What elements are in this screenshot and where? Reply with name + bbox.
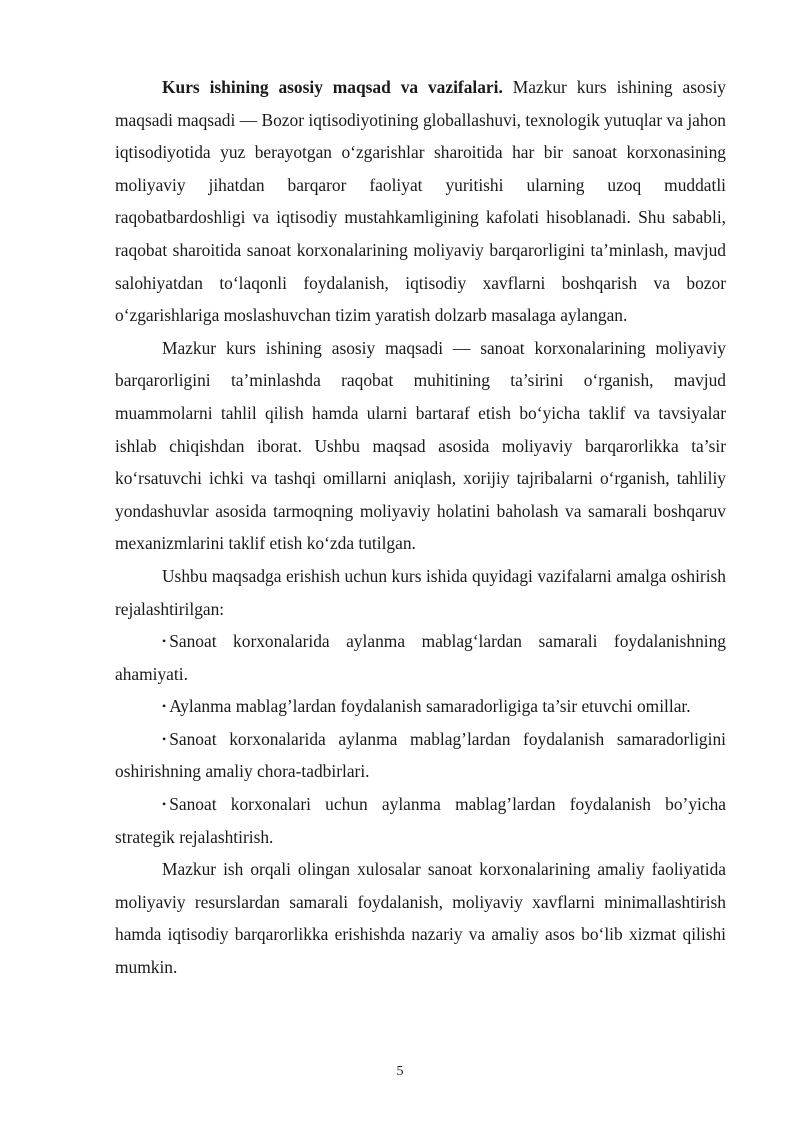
bullet-text: Sanoat korxonalarida aylanma mablag’lardan foydalanish samaradorligini oshirishning amaliy chora-tadbirlari. bbox=[115, 728, 726, 782]
section-heading: Kurs ishining asosiy maqsad va vazifalari. bbox=[162, 77, 503, 97]
bullet-item bbox=[115, 723, 726, 788]
bullet-text: Aylanma mablag’lardan foydalanish samaradorligiga ta’sir etuvchi omillar. bbox=[169, 696, 691, 717]
bullet-icon: • bbox=[162, 731, 167, 746]
bullet-icon: • bbox=[162, 699, 167, 714]
bullet-item bbox=[115, 788, 726, 853]
paragraph-goal: Mazkur kurs ishining asosiy maqsadi — sanoat korxonalarining moliyaviy barqarorligini ta’minlashda raqobat muhitining ta’sirini o‘rganish, mavjud muammolarni tahlil qilish hamda ularni bartaraf etish bo‘yicha taklif va tavsiyalar ishlab chiqishdan iborat. Ushbu maqsad asosida moliyaviy barqarorlikka ta’sir ko‘rsatuvchi ichki va tashqi omillarni aniqlash, xorijiy tajribalarni o‘rganish, tahliliy yondashuvlar asosida tarmoqning moliyaviy holatini baholash va samarali boshqaruv mexanizmlarini taklif etish ko‘zda tutilgan. bbox=[115, 337, 726, 554]
paragraph-conclusion: Mazkur ish orqali olingan xulosalar sanoat korxonalarining amaliy faoliyatida moliyaviy resurslardan samarali foydalanish, moliyaviy xavflarni minimallashtirish hamda iqtisodiy barqarorlikka erishishda nazariy va amaliy asos bo‘lib xizmat qilishi mumkin. bbox=[115, 859, 726, 978]
paragraph-tasks-intro: Ushbu maqsadga erishish uchun kurs ishida quyidagi vazifalarni amalga oshirish rejalashtirilgan: bbox=[115, 565, 726, 619]
document-page bbox=[115, 71, 726, 984]
bullet-icon: • bbox=[162, 797, 167, 812]
page-number: 5 bbox=[396, 1064, 404, 1079]
paragraph-intro bbox=[115, 71, 726, 332]
paragraph-intro-text: Mazkur kurs ishining asosiy maqsadi maqsadi — Bozor iqtisodiyotining globallashuvi, texnologik yutuqlar va jahon iqtisodiyotida yuz berayotgan o‘zgarishlar sharoitida har bir sanoat korxonasining moliyaviy jihatdan barqaror faoliyat yuritishi ularning uzoq muddatli raqobatbardoshligi va iqtisodiy mustahkamligining kafolati hisoblanadi. Shu sababli, raqobat sharoitida sanoat korxonalarining moliyaviy barqarorligini ta’minlash, mavjud salohiyatdan to‘laqonli foydalanish, iqtisodiy xavflarni boshqarish va bozor o‘zgarishlariga moslashuvchan tizim yaratish dolzarb masalaga aylangan. bbox=[115, 77, 726, 326]
bullet-text: Sanoat korxonalari uchun aylanma mablag’lardan foydalanish bo’yicha strategik rejalashtirish. bbox=[115, 794, 726, 847]
bullet-text: Sanoat korxonalarida aylanma mablag‘lardan samarali foydalanishning ahamiyati. bbox=[115, 631, 726, 684]
bullet-item bbox=[115, 625, 726, 690]
bullet-item bbox=[115, 690, 726, 723]
bullet-icon: • bbox=[162, 634, 167, 649]
